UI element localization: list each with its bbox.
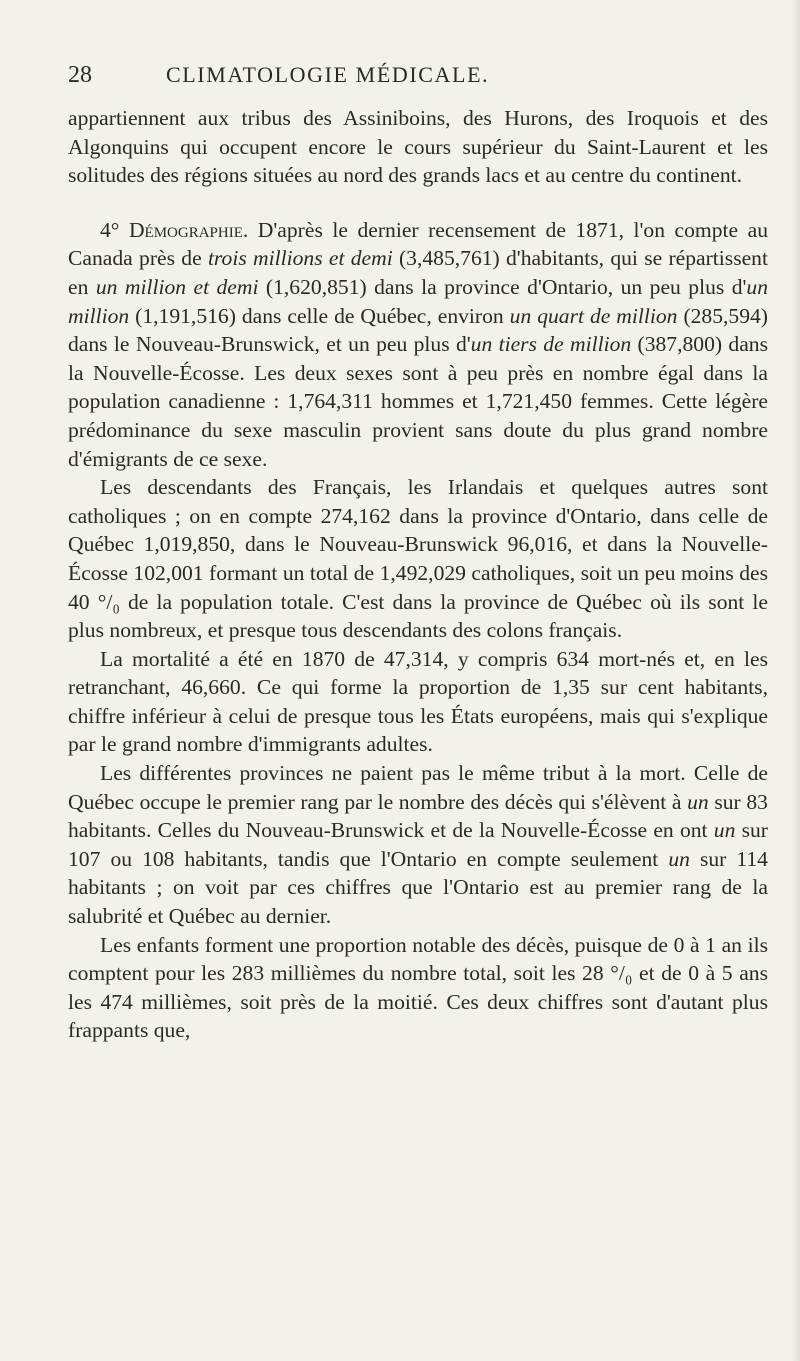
paragraph-catholiques: Les descendants des Français, les Irlandais et quelques autres sont catholiques ; on en compte 274,162 dans la province d'Ontario, dans celle de Québec 1,019,850, dans le Nouveau-Brunswick 96,016, et dans la Nouvelle-Écosse 102,001 formant un total de 1,492,029 catholiques, soit un peu moins des 40 °/₀ de la population totale. C'est dans la province de Québec où ils sont le plus nombreux, et presque tous descendants des colons français. [68,475,768,643]
text-run: sur 83 habitants. Celles du Nouveau-Brunswick et de la Nouvelle-Écosse en ont [68,789,768,843]
page-header [68,58,768,92]
running-head: CLIMATOLOGIE MÉDICALE. [166,62,490,87]
emphasis: un million [68,274,768,328]
emphasis: trois millions et demi [207,246,393,271]
text-run: (3,485,761) d'habitants, qui se répartissent en [68,246,768,299]
text-run: (387,800) dans la Nouvelle-Écosse. Les deux sexes sont à peu près en nombre égal dans la population canadienne : 1,764,311 hommes et 1,721,450 femmes. Cette légère prédominance du sexe masculin provient sans doute du plus grand nombre d'émigrants de ce sexe. [68,332,768,471]
page-edge [792,0,800,1361]
paragraph-demographie [68,216,768,473]
text-run: sur 107 ou 108 habitants, tandis que l'Ontario en compte seulement [68,818,768,871]
section-number: 4° [100,217,129,242]
emphasis: un million et demi [95,274,259,299]
emphasis: un [687,789,709,814]
text-run: (1,620,851) dans la province d'Ontario, un peu plus d' [258,274,747,299]
text-run: (285,594) dans le Nouveau-Brunswick, et un peu plus d' [68,303,769,357]
paragraph-continuation: appartiennent aux tribus des Assiniboins, des Hurons, des Iroquois et des Algonquins qui occupent encore le cours supérieur du Saint-Laurent et les solitudes des régions situées au nord des grands lacs et au centre du continent. [68,106,768,188]
emphasis: un quart de million [509,303,678,328]
section-heading: Démographie. [128,217,249,242]
body-text [68,104,768,1045]
text-run: sur 114 habitants ; on voit par ces chiffres que l'Ontario est au premier rang de la salubrité et Québec au dernier. [68,846,768,929]
paragraph-mortalite: La mortalité a été en 1870 de 47,314, y compris 634 mort-nés et, en les retranchant, 46,660. Ce qui forme la proportion de 1,35 sur cent habitants, chiffre inférieur à celui de presque tous les États européens, mais qui s'explique par le grand nombre d'immigrants adultes. [68,646,768,757]
paragraph-provinces [68,759,768,931]
paragraph-enfants: Les enfants forment une proportion notable des décès, puisque de 0 à 1 an ils comptent pour les 283 millièmes du nombre total, soit les 28 °/₀ et de 0 à 5 ans les 474 millièmes, soit près de la moitié. Ces deux chiffres sont d'autant plus frappants que, [68,932,768,1043]
text-run: Les différentes provinces ne paient pas le même tribut à la mort. Celle de Québec occupe le premier rang par le nombre des décès qui s'élèvent à [68,761,768,814]
emphasis: un tiers de million [470,332,632,357]
emphasis: un [713,818,736,843]
emphasis: un [668,846,690,871]
page-number: 28 [68,62,92,88]
text-run: (1,191,516) dans celle de Québec, environ [129,303,510,328]
text-run: D'après le dernier recensement de 1871, l'on compte au Canada près de [68,217,768,271]
